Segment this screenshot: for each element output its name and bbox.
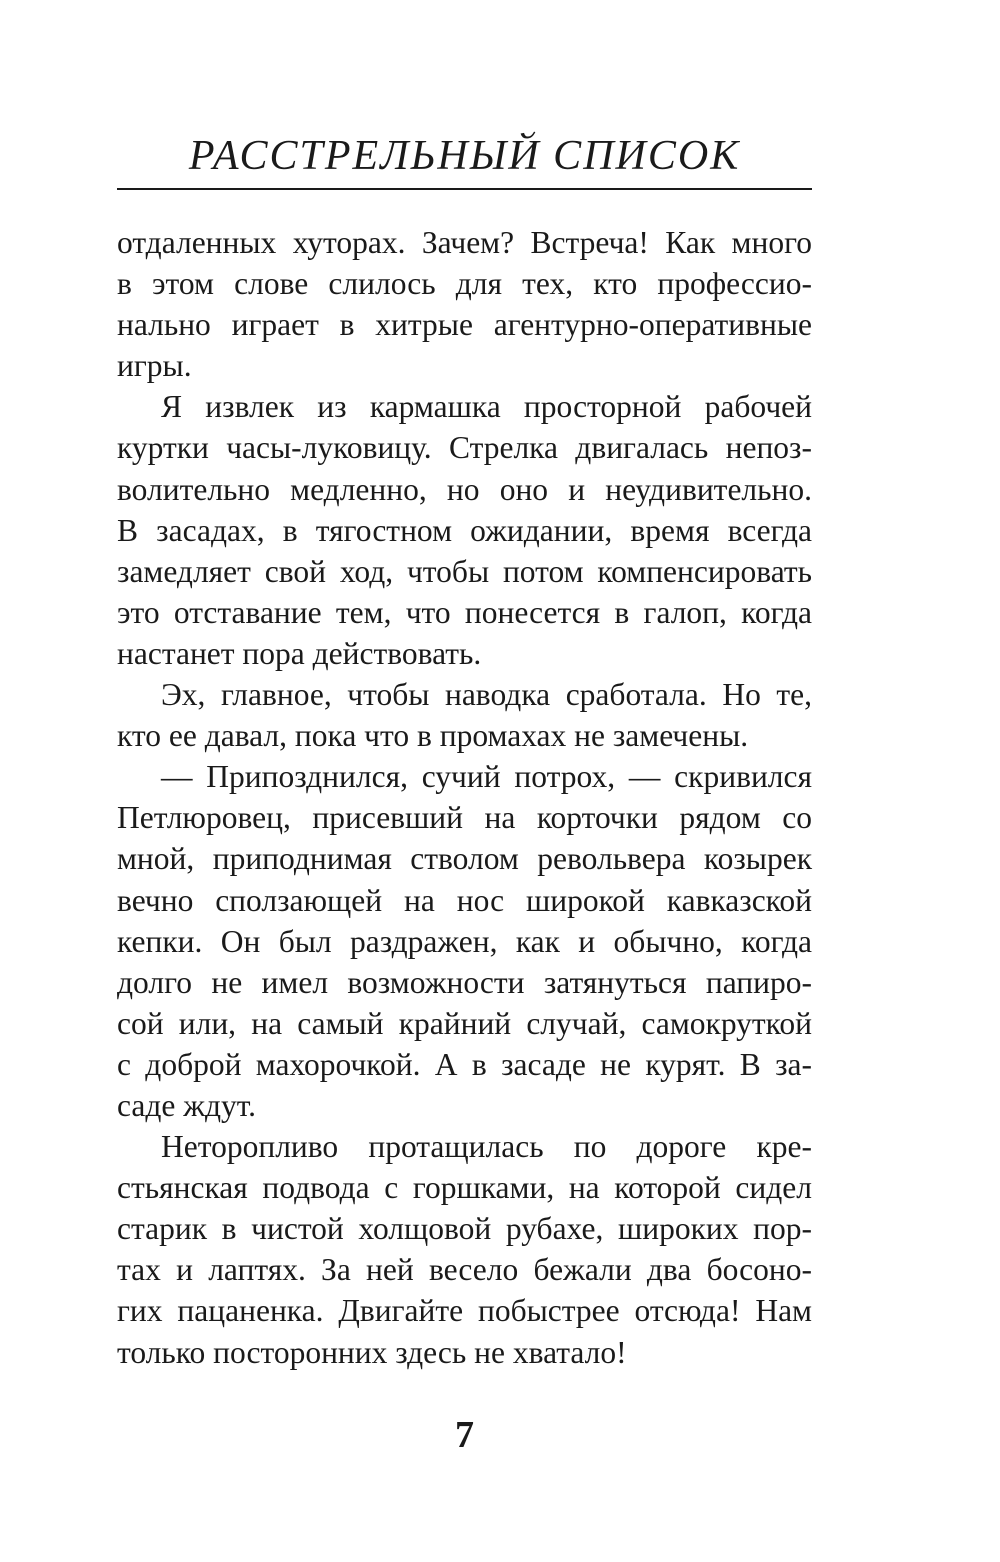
text-line: — Припозднился, сучий потрох, — скривился [161,759,812,795]
text-line: это отставание тем, что понесется в галоп, когда [117,594,812,630]
text-line: саде ждут. [117,1087,257,1123]
text-line: Эх, главное, чтобы наводка сработала. Но те, [161,677,812,713]
running-head-title: РАССТРЕЛЬНЫЙ СПИСОК [188,133,741,179]
text-line: вечно сползающей на нос широкой кавказской [117,882,812,918]
text-line: куртки часы-луковицу. Стрелка двигалась непоз- [117,430,812,466]
text-line: только посторонних здесь не хватало! [117,1334,627,1370]
text-line: нально играет в хитрые агентурно-оперативные [117,307,812,343]
text-line: мной, приподнимая стволом револьвера козырек [117,841,812,877]
text-line: долго не имел возможности затянуться папиро- [117,964,812,1000]
text-line: игры. [117,348,192,384]
text-line: Неторопливо протащилась по дороге кре- [161,1129,812,1165]
text-line: Петлюровец, присевший на корточки рядом со [117,800,812,836]
page-number: 7 [455,1414,474,1456]
text-line: гих пацаненка. Двигайте побыстрее отсюда! Нам [117,1293,812,1329]
text-line: сой или, на самый крайний случай, самокруткой [117,1005,812,1041]
header-rule [117,188,812,190]
text-line: волительно медленно, но оно и неудивительно. [117,471,812,507]
text-line: тах и лаптях. За ней весело бежали два босоно- [117,1252,812,1288]
text-line: кепки. Он был раздражен, как и обычно, когда [117,923,812,959]
text-line: В засадах, в тягостном ожидании, время всегда [117,512,812,548]
text-line: замедляет свой ход, чтобы потом компенсировать [117,553,812,589]
text-line: стьянская подвода с горшками, на которой сидел [117,1170,812,1206]
text-line: с доброй махорочкой. А в засаде не курят. В за- [117,1046,812,1082]
text-line: старик в чистой холщовой рубахе, широких пор- [117,1211,812,1247]
body-text [117,222,812,1373]
text-line: кто ее давал, пока что в промахах не замечены. [117,718,749,754]
text-line: настанет пора действовать. [117,635,482,671]
text-line: Я извлек из кармашка просторной рабочей [161,389,812,425]
text-line: отдаленных хуторах. Зачем? Встреча! Как много [117,225,812,260]
text-line: в этом слове слилось для тех, кто профессио- [117,266,812,302]
